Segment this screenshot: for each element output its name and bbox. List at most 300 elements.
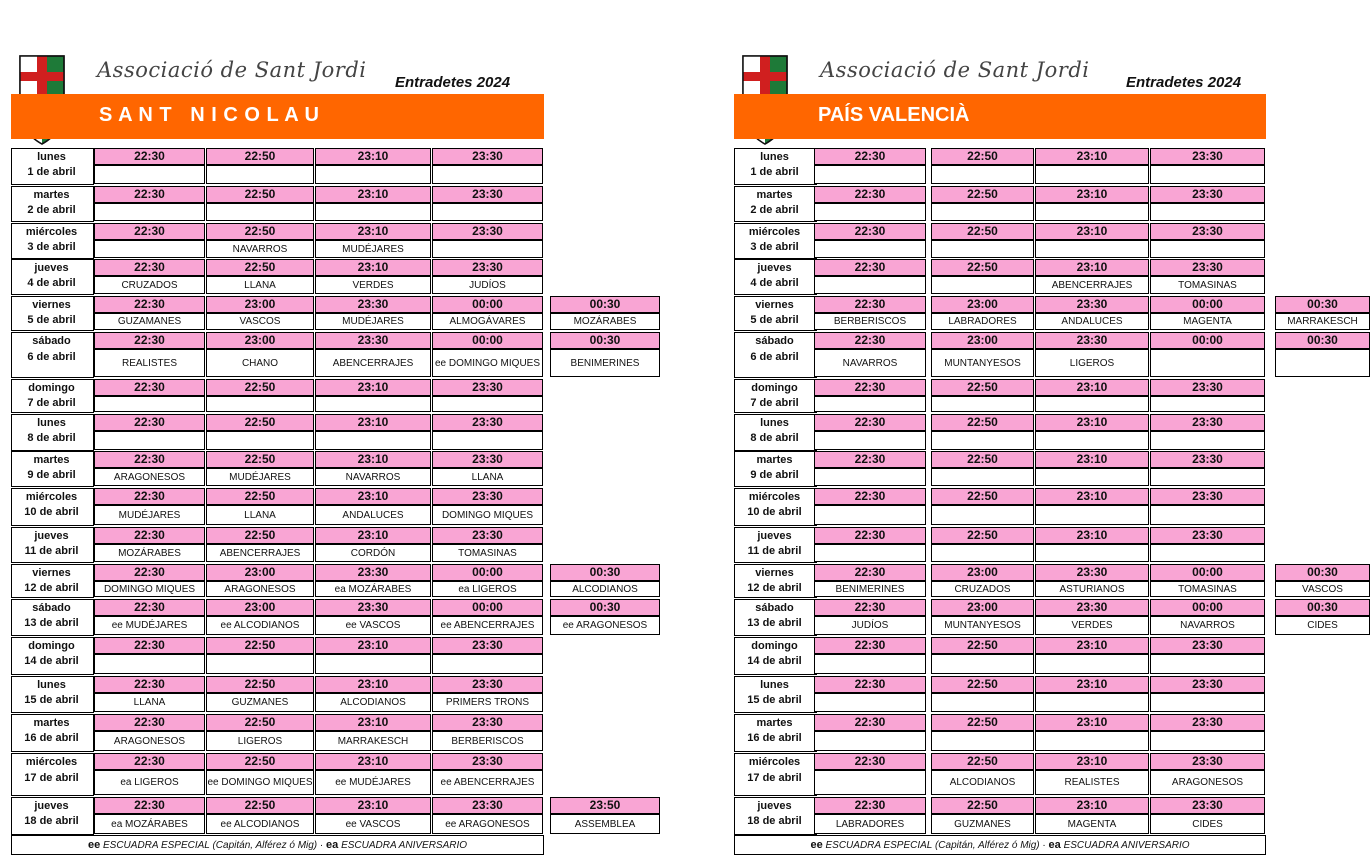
- entry-cell: MARRAKESCH: [1275, 313, 1370, 330]
- time-slot: 23:10: [1035, 753, 1149, 770]
- time-slot: 22:50: [206, 451, 314, 468]
- time-slot: 23:30: [432, 714, 543, 731]
- day-name: jueves: [34, 800, 69, 812]
- time-slot: 22:50: [206, 148, 314, 165]
- day-date: 3 de abril: [750, 241, 799, 253]
- day-block: [11, 148, 671, 185]
- entry-cell: [814, 431, 926, 450]
- day-name: sábado: [755, 602, 794, 614]
- time-slot: 22:50: [931, 637, 1034, 654]
- time-slot: 22:50: [931, 414, 1034, 431]
- entry-cell: JUDÍOS: [814, 616, 926, 635]
- day-block: [11, 296, 671, 331]
- entry-cell: NAVARROS: [315, 468, 431, 486]
- day-name: domingo: [751, 382, 798, 394]
- time-slot: 22:50: [931, 451, 1034, 468]
- edition-title: Entradetes 2024: [395, 74, 511, 91]
- time-slot: 23:10: [1035, 637, 1149, 654]
- entry-cell: [814, 544, 926, 562]
- entry-cell: [814, 693, 926, 712]
- entry-cell: [814, 654, 926, 674]
- day-date: 5 de abril: [27, 314, 76, 326]
- entry-cell: [315, 165, 431, 184]
- day-date: 6 de abril: [27, 351, 76, 363]
- entry-cell: MUNTANYESOS: [931, 616, 1034, 635]
- day-date: 10 de abril: [24, 506, 79, 518]
- day-date: 14 de abril: [24, 655, 79, 667]
- day-block: [734, 599, 1370, 636]
- time-slot: 22:30: [94, 259, 205, 276]
- day-date: 12 de abril: [24, 582, 79, 594]
- day-block: [11, 797, 671, 835]
- entry-cell: [1035, 468, 1149, 486]
- entry-cell: ee VASCOS: [315, 616, 431, 635]
- entry-cell: [1035, 396, 1149, 412]
- day-date: 5 de abril: [750, 314, 799, 326]
- entry-cell: BENIMERINES: [814, 581, 926, 597]
- time-slot: 23:10: [1035, 379, 1149, 396]
- time-slot: 00:30: [1275, 296, 1370, 313]
- entry-cell: [206, 654, 314, 674]
- edition-title: Entradetes 2024: [1126, 74, 1242, 91]
- day-date: 18 de abril: [747, 815, 802, 827]
- time-slot: 22:50: [931, 186, 1034, 203]
- time-slot: 22:50: [931, 223, 1034, 240]
- time-slot: 22:50: [206, 223, 314, 240]
- time-slot: 23:30: [432, 414, 543, 431]
- day-name: miércoles: [25, 226, 78, 238]
- time-slot: 23:10: [315, 527, 431, 544]
- entry-cell: MUDÉJARES: [206, 468, 314, 486]
- time-slot: 22:30: [814, 637, 926, 654]
- day-name: lunes: [760, 679, 789, 691]
- day-block: [734, 676, 1370, 713]
- day-name: miércoles: [25, 491, 78, 503]
- time-slot: 23:30: [1150, 223, 1265, 240]
- time-slot: 22:50: [206, 753, 314, 770]
- day-block: [11, 637, 671, 675]
- entry-cell: ALCODIANOS: [550, 581, 660, 597]
- entry-cell: ea LIGEROS: [432, 581, 543, 597]
- time-slot: 22:30: [94, 527, 205, 544]
- time-slot: 23:30: [1150, 797, 1265, 814]
- day-name: miércoles: [748, 226, 801, 238]
- legend-footer: [734, 835, 1266, 855]
- time-slot: 22:30: [94, 564, 205, 581]
- time-slot: 22:30: [94, 186, 205, 203]
- time-slot: 23:10: [315, 637, 431, 654]
- day-block: [734, 259, 1370, 295]
- time-slot: 22:50: [206, 488, 314, 505]
- day-date: 14 de abril: [747, 655, 802, 667]
- time-slot: 22:30: [814, 414, 926, 431]
- legend-footer: [11, 835, 544, 855]
- entry-cell: [206, 431, 314, 450]
- time-slot: 22:30: [94, 451, 205, 468]
- time-slot: 23:30: [1150, 148, 1265, 165]
- entry-cell: MARRAKESCH: [315, 731, 431, 751]
- entry-cell: [931, 203, 1034, 221]
- entry-cell: [931, 431, 1034, 450]
- entry-cell: [206, 165, 314, 184]
- day-date: 15 de abril: [24, 694, 79, 706]
- time-slot: 22:50: [206, 676, 314, 693]
- day-name: viernes: [32, 299, 71, 311]
- entry-cell: REALISTES: [94, 349, 205, 377]
- day-name: martes: [33, 717, 70, 729]
- day-date: 12 de abril: [747, 582, 802, 594]
- day-block: [11, 599, 671, 636]
- time-slot: 00:00: [432, 599, 543, 616]
- entry-cell: LLANA: [206, 505, 314, 525]
- day-block: [11, 488, 671, 526]
- day-name: lunes: [37, 151, 66, 163]
- entry-cell: [1035, 693, 1149, 712]
- time-slot: 23:30: [1150, 259, 1265, 276]
- entry-cell: [94, 396, 205, 412]
- day-name: martes: [33, 189, 70, 201]
- time-slot: 00:00: [432, 296, 543, 313]
- entry-cell: [1150, 431, 1265, 450]
- entry-cell: [814, 396, 926, 412]
- time-slot: 23:10: [1035, 186, 1149, 203]
- entry-cell: TOMASINAS: [1150, 581, 1265, 597]
- day-name: viernes: [32, 567, 71, 579]
- time-slot: 22:50: [206, 259, 314, 276]
- day-date: 9 de abril: [27, 469, 76, 481]
- time-slot: 23:10: [1035, 148, 1149, 165]
- entry-cell: BERBERISCOS: [432, 731, 543, 751]
- entry-cell: MUDÉJARES: [315, 313, 431, 330]
- time-slot: 23:30: [1150, 637, 1265, 654]
- day-block: [734, 451, 1370, 487]
- day-date: 13 de abril: [747, 617, 802, 629]
- day-name: lunes: [760, 417, 789, 429]
- entry-cell: [1150, 505, 1265, 525]
- time-slot: 22:30: [94, 714, 205, 731]
- entry-cell: ARAGONESOS: [94, 731, 205, 751]
- day-date: 3 de abril: [27, 241, 76, 253]
- time-slot: 23:00: [931, 296, 1034, 313]
- day-block: [11, 451, 671, 487]
- time-slot: 23:30: [1150, 714, 1265, 731]
- day-date: 16 de abril: [24, 732, 79, 744]
- day-date: 10 de abril: [747, 506, 802, 518]
- entry-cell: [1150, 731, 1265, 751]
- day-block: [11, 379, 671, 413]
- time-slot: 23:00: [931, 332, 1034, 349]
- time-slot: 22:30: [814, 296, 926, 313]
- time-slot: 23:00: [931, 564, 1034, 581]
- entry-cell: [1150, 468, 1265, 486]
- entry-cell: VASCOS: [206, 313, 314, 330]
- day-name: domingo: [28, 382, 75, 394]
- day-name: lunes: [37, 417, 66, 429]
- time-slot: 00:30: [1275, 599, 1370, 616]
- time-slot: 22:30: [94, 488, 205, 505]
- entry-cell: [931, 165, 1034, 184]
- entry-cell: PRIMERS TRONS: [432, 693, 543, 712]
- time-slot: 22:30: [94, 296, 205, 313]
- time-slot: 22:50: [931, 527, 1034, 544]
- entry-cell: [432, 654, 543, 674]
- time-slot: 23:30: [1035, 564, 1149, 581]
- day-date: 1 de abril: [27, 166, 76, 178]
- entry-cell: MUDÉJARES: [315, 240, 431, 258]
- entry-cell: MAGENTA: [1035, 814, 1149, 834]
- time-slot: 22:30: [94, 797, 205, 814]
- time-slot: 23:10: [1035, 527, 1149, 544]
- time-slot: 22:50: [206, 797, 314, 814]
- entry-cell: MUDÉJARES: [94, 505, 205, 525]
- entry-cell: [432, 396, 543, 412]
- entry-cell: ee ALCODIANOS: [206, 616, 314, 635]
- time-slot: 22:30: [814, 676, 926, 693]
- time-slot: 23:10: [315, 186, 431, 203]
- entry-cell: [1150, 544, 1265, 562]
- legend-ee-code: ee: [87, 839, 101, 851]
- time-slot: 23:00: [206, 599, 314, 616]
- day-block: [734, 332, 1370, 378]
- time-slot: 22:50: [206, 414, 314, 431]
- time-slot: 23:30: [1035, 296, 1149, 313]
- entry-cell: NAVARROS: [1150, 616, 1265, 635]
- entry-cell: CORDÓN: [315, 544, 431, 562]
- entry-cell: BERBERISCOS: [814, 313, 926, 330]
- day-name: lunes: [37, 679, 66, 691]
- entry-cell: [931, 240, 1034, 258]
- time-slot: 22:30: [814, 332, 926, 349]
- time-slot: 23:00: [206, 296, 314, 313]
- entry-cell: [315, 203, 431, 221]
- time-slot: 22:30: [814, 714, 926, 731]
- entry-cell: [814, 731, 926, 751]
- entry-cell: [206, 203, 314, 221]
- time-slot: 23:30: [1150, 414, 1265, 431]
- entry-cell: REALISTES: [1035, 770, 1149, 795]
- entry-cell: [1150, 165, 1265, 184]
- time-slot: 23:10: [315, 259, 431, 276]
- day-name: sábado: [32, 335, 71, 347]
- legend-ea-text: ESCUADRA ANIVERSARIO: [1063, 840, 1190, 851]
- entry-cell: [931, 276, 1034, 294]
- entry-cell: MAGENTA: [1150, 313, 1265, 330]
- time-slot: 23:10: [315, 223, 431, 240]
- time-slot: 22:30: [814, 599, 926, 616]
- entry-cell: [432, 240, 543, 258]
- time-slot: 23:30: [432, 223, 543, 240]
- entry-cell: [94, 203, 205, 221]
- day-block: [734, 379, 1370, 413]
- time-slot: 22:50: [931, 797, 1034, 814]
- entry-cell: ARAGONESOS: [206, 581, 314, 597]
- day-name: miércoles: [748, 491, 801, 503]
- time-slot: 23:10: [315, 797, 431, 814]
- time-slot: 22:50: [206, 637, 314, 654]
- entry-cell: [206, 396, 314, 412]
- time-slot: 22:30: [814, 488, 926, 505]
- entry-cell: VASCOS: [1275, 581, 1370, 597]
- time-slot: 22:50: [206, 714, 314, 731]
- entry-cell: [931, 396, 1034, 412]
- brand-script: Associació de Sant Jordi: [97, 58, 367, 82]
- time-slot: 23:10: [1035, 797, 1149, 814]
- entry-cell: VERDES: [315, 276, 431, 294]
- entry-cell: MOZÁRABES: [94, 544, 205, 562]
- day-block: [11, 414, 671, 451]
- time-slot: 23:10: [1035, 414, 1149, 431]
- entry-cell: ASTURIANOS: [1035, 581, 1149, 597]
- time-slot: 22:50: [931, 259, 1034, 276]
- day-name: sábado: [32, 602, 71, 614]
- day-name: domingo: [28, 640, 75, 652]
- time-slot: 22:30: [814, 564, 926, 581]
- day-name: martes: [33, 454, 70, 466]
- time-slot: 23:10: [315, 148, 431, 165]
- time-slot: 23:30: [1150, 753, 1265, 770]
- time-slot: 23:30: [1150, 186, 1265, 203]
- time-slot: 00:00: [1150, 599, 1265, 616]
- legend-ee-code: ee: [810, 839, 823, 851]
- time-slot: 23:30: [432, 451, 543, 468]
- day-block: [11, 332, 671, 378]
- time-slot: 23:30: [432, 148, 543, 165]
- day-name: sábado: [755, 335, 794, 347]
- entry-cell: ee MUDÉJARES: [94, 616, 205, 635]
- entry-cell: [315, 431, 431, 450]
- day-block: [734, 753, 1370, 796]
- entry-cell: TOMASINAS: [1150, 276, 1265, 294]
- time-slot: 22:30: [94, 676, 205, 693]
- entry-cell: CRUZADOS: [94, 276, 205, 294]
- entry-cell: ABENCERRAJES: [1035, 276, 1149, 294]
- day-block: [11, 259, 671, 295]
- title-banner: [734, 94, 1266, 139]
- day-date: 11 de abril: [24, 545, 79, 557]
- entry-cell: LABRADORES: [814, 814, 926, 834]
- day-date: 17 de abril: [24, 772, 79, 784]
- time-slot: 22:30: [814, 797, 926, 814]
- day-date: 2 de abril: [27, 204, 76, 216]
- entry-cell: [931, 468, 1034, 486]
- entry-cell: ASSEMBLEA: [550, 814, 660, 834]
- day-name: jueves: [34, 262, 69, 274]
- panel-pais-valencia: [734, 0, 1370, 865]
- day-name: martes: [756, 454, 793, 466]
- entry-cell: [1035, 654, 1149, 674]
- panel-sant-nicolau: [11, 0, 671, 865]
- entry-cell: DOMINGO MIQUES: [432, 505, 543, 525]
- day-name: jueves: [757, 800, 792, 812]
- time-slot: 23:30: [432, 527, 543, 544]
- entry-cell: [814, 276, 926, 294]
- entry-cell: [315, 654, 431, 674]
- time-slot: 23:10: [1035, 223, 1149, 240]
- time-slot: 00:00: [432, 564, 543, 581]
- day-block: [734, 223, 1370, 259]
- day-name: martes: [756, 717, 793, 729]
- entry-cell: ALCODIANOS: [315, 693, 431, 712]
- day-block: [734, 414, 1370, 451]
- entry-cell: ea MOZÁRABES: [94, 814, 205, 834]
- brand-script: Associació de Sant Jordi: [820, 58, 1090, 82]
- entry-cell: [931, 731, 1034, 751]
- time-slot: 23:10: [315, 714, 431, 731]
- day-block: [11, 753, 671, 796]
- entry-cell: [814, 468, 926, 486]
- time-slot: 23:30: [432, 797, 543, 814]
- time-slot: 23:30: [315, 599, 431, 616]
- entry-cell: TOMASINAS: [432, 544, 543, 562]
- entry-cell: [1035, 165, 1149, 184]
- legend-ea-text: ESCUADRA ANIVERSARIO: [341, 840, 468, 851]
- time-slot: 22:30: [94, 223, 205, 240]
- entry-cell: [1150, 349, 1265, 377]
- entry-cell: [1035, 544, 1149, 562]
- entry-cell: LLANA: [94, 693, 205, 712]
- entry-cell: [432, 203, 543, 221]
- time-slot: 23:30: [1035, 332, 1149, 349]
- day-block: [734, 488, 1370, 526]
- time-slot: 23:30: [432, 488, 543, 505]
- time-slot: 23:30: [1150, 676, 1265, 693]
- entry-cell: NAVARROS: [206, 240, 314, 258]
- entry-cell: ee ABENCERRAJES: [432, 770, 543, 795]
- day-date: 15 de abril: [747, 694, 802, 706]
- day-date: 9 de abril: [750, 469, 799, 481]
- time-slot: 22:30: [94, 599, 205, 616]
- day-date: 18 de abril: [24, 815, 79, 827]
- time-slot: 22:50: [931, 379, 1034, 396]
- entry-cell: [931, 654, 1034, 674]
- time-slot: 22:30: [94, 332, 205, 349]
- day-block: [11, 527, 671, 563]
- time-slot: 00:30: [550, 332, 660, 349]
- entry-cell: [94, 165, 205, 184]
- entry-cell: ANDALUCES: [315, 505, 431, 525]
- time-slot: 23:30: [432, 676, 543, 693]
- time-slot: 23:10: [1035, 714, 1149, 731]
- day-name: martes: [756, 189, 793, 201]
- entry-cell: LLANA: [206, 276, 314, 294]
- time-slot: 22:50: [931, 753, 1034, 770]
- time-slot: 22:50: [206, 527, 314, 544]
- time-slot: 22:30: [94, 753, 205, 770]
- entry-cell: [1035, 431, 1149, 450]
- entry-cell: [931, 505, 1034, 525]
- entry-cell: ee ARAGONESOS: [550, 616, 660, 635]
- entry-cell: ABENCERRAJES: [206, 544, 314, 562]
- entry-cell: BENIMERINES: [550, 349, 660, 377]
- day-date: 11 de abril: [747, 545, 802, 557]
- time-slot: 23:10: [315, 488, 431, 505]
- day-name: viernes: [755, 299, 794, 311]
- day-block: [734, 186, 1370, 222]
- entry-cell: CIDES: [1275, 616, 1370, 635]
- time-slot: 22:30: [94, 637, 205, 654]
- time-slot: 00:00: [1150, 564, 1265, 581]
- time-slot: 22:30: [94, 414, 205, 431]
- entry-cell: DOMINGO MIQUES: [94, 581, 205, 597]
- time-slot: 00:30: [550, 599, 660, 616]
- title-banner: [11, 94, 544, 139]
- legend-ee-text: ESCUADRA ESPECIAL (Capitán, Alférez ó Mig): [102, 840, 318, 851]
- time-slot: 23:30: [1035, 599, 1149, 616]
- time-slot: 22:30: [814, 148, 926, 165]
- day-name: domingo: [751, 640, 798, 652]
- legend-ee-text: ESCUADRA ESPECIAL (Capitán, Alférez ó Mig): [825, 840, 1040, 851]
- time-slot: 23:10: [315, 379, 431, 396]
